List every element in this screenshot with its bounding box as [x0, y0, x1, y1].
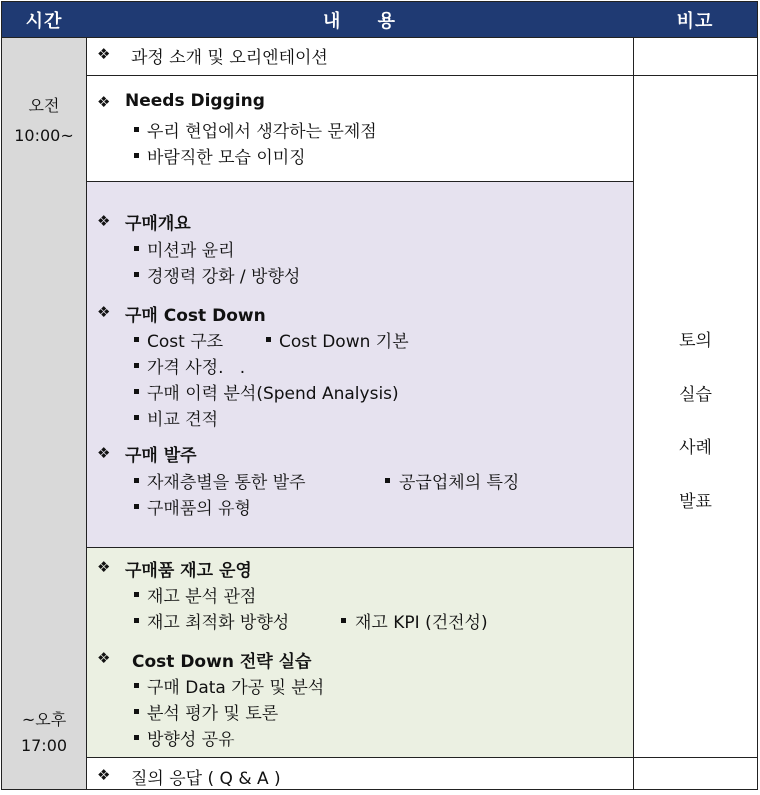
bullet-icon — [134, 618, 139, 623]
diamond-icon: ❖ — [97, 212, 111, 230]
remark-presentation: 발표 — [679, 492, 712, 512]
needs-title: Needs Digging — [125, 91, 265, 111]
diamond-icon: ❖ — [97, 649, 111, 667]
purchase-overview-title: 구매개요 — [125, 214, 191, 234]
diamond-icon: ❖ — [97, 93, 111, 111]
list-item: 자재층별을 통한 발주 — [147, 473, 306, 493]
bullet-icon — [134, 363, 139, 368]
header-remarks: 비고 — [633, 2, 757, 37]
intro-text: 과정 소개 및 오리엔테이션 — [131, 48, 328, 68]
diamond-icon: ❖ — [97, 444, 111, 462]
start-time: 10:00~ — [14, 126, 74, 145]
bullet-icon — [134, 272, 139, 277]
end-time: 17:00 — [20, 736, 68, 755]
list-item: 비교 견적 — [147, 410, 219, 430]
bullet-icon — [134, 478, 139, 483]
diamond-icon: ❖ — [97, 558, 111, 576]
start-ampm: 오전 — [28, 96, 60, 115]
end-ampm: ~오후 — [21, 710, 67, 729]
list-item: 구매 이력 분석(Spend Analysis) — [147, 384, 399, 404]
list-item: 미션과 윤리 — [147, 241, 235, 261]
bullet-icon — [134, 504, 139, 509]
bullet-icon — [134, 153, 139, 158]
diamond-icon: ❖ — [97, 766, 111, 784]
remark-case: 사례 — [679, 438, 712, 458]
bullet-icon — [134, 389, 139, 394]
qa-text: 질의 응답 ( Q & A ) — [131, 769, 281, 789]
bullet-icon — [134, 127, 139, 132]
list-item: 재고 최적화 방향성 — [147, 613, 290, 633]
bullet-icon — [266, 337, 271, 342]
list-item: 구매 Data 가공 및 분석 — [147, 678, 325, 698]
list-item: 가격 사정. . — [147, 358, 246, 378]
bullet-icon — [134, 683, 139, 688]
bullet-icon — [134, 415, 139, 420]
diamond-icon: ❖ — [97, 303, 111, 321]
header-time: 시간 — [2, 2, 86, 37]
list-item: 구매품의 유형 — [147, 499, 251, 519]
remarks-column — [634, 76, 757, 757]
diamond-icon: ❖ — [97, 45, 111, 63]
bullet-icon — [134, 709, 139, 714]
cost-down-title: 구매 Cost Down — [125, 306, 266, 326]
remark-discussion: 토의 — [679, 331, 712, 351]
bullet-icon — [134, 246, 139, 251]
list-item: 분석 평가 및 토론 — [147, 704, 279, 724]
bullet-icon — [341, 618, 346, 623]
list-item: 방향성 공유 — [147, 730, 235, 750]
inventory-title: 구매품 재고 운영 — [125, 561, 252, 581]
list-item: 우리 현업에서 생각하는 문제점 — [147, 122, 377, 142]
bullet-icon — [134, 337, 139, 342]
ordering-title: 구매 발주 — [125, 446, 197, 466]
schedule-table — [1, 1, 758, 790]
list-item: 공급업체의 특징 — [399, 473, 520, 493]
strategy-title: Cost Down 전략 실습 — [132, 652, 312, 672]
list-item: 재고 KPI (건전성) — [355, 613, 488, 633]
list-item: 경쟁력 강화 / 방향성 — [147, 267, 301, 287]
bullet-icon — [385, 478, 390, 483]
list-item: Cost Down 기본 — [279, 332, 409, 352]
content-column — [87, 38, 633, 789]
bullet-icon — [134, 592, 139, 597]
list-item: 재고 분석 관점 — [147, 587, 257, 607]
list-item: Cost 구조 — [147, 332, 224, 352]
bullet-icon — [134, 735, 139, 740]
remark-practice: 실습 — [679, 385, 712, 405]
header-content: 내 용 — [86, 2, 633, 37]
list-item: 바람직한 모습 이미징 — [147, 148, 306, 168]
time-column — [2, 37, 86, 789]
